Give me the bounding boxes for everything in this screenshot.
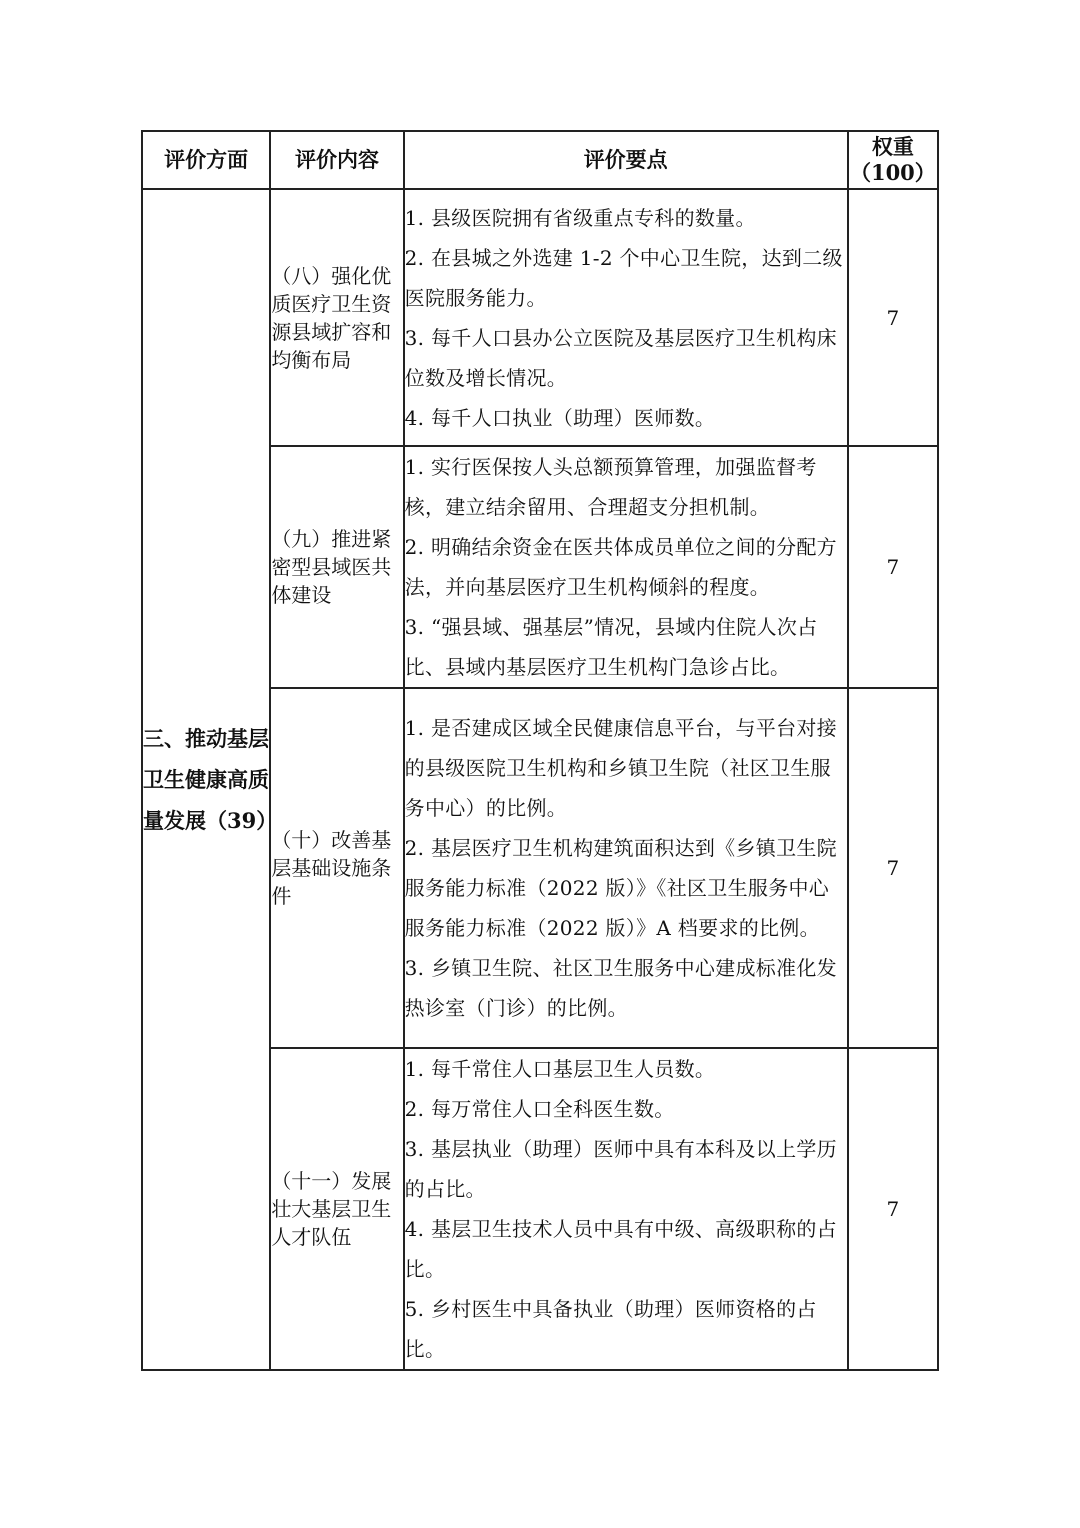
points-cell bbox=[404, 446, 848, 688]
point-item: 2. 明确结余资金在医共体成员单位之间的分配方法，并向基层医疗卫生机构倾斜的程度。 bbox=[404, 535, 837, 599]
table-row bbox=[142, 189, 938, 446]
point-item: 3. 乡镇卫生院、社区卫生服务中心建成标准化发热诊室（门诊）的比例。 bbox=[404, 956, 837, 1020]
points-cell bbox=[404, 688, 848, 1048]
point-item: 3. 基层执业（助理）医师中具有本科及以上学历的占比。 bbox=[404, 1137, 837, 1201]
point-item: 2. 在县城之外选建 1-2 个中心卫生院，达到二级医院服务能力。 bbox=[404, 245, 843, 310]
header-aspect: 评价方面 bbox=[142, 131, 270, 189]
weight-cell: 7 bbox=[848, 688, 938, 1048]
evaluation-table bbox=[141, 130, 939, 1371]
point-item: 4. 基层卫生技术人员中具有中级、高级职称的占比。 bbox=[404, 1217, 837, 1281]
points-cell bbox=[404, 1048, 848, 1370]
point-item: 1. 实行医保按人头总额预算管理，加强监督考核，建立结余留用、合理超支分担机制。 bbox=[404, 455, 817, 519]
section-title: 三、推动基层卫生健康高质量发展（39） bbox=[143, 726, 278, 833]
point-item: 3. 每千人口县办公立医院及基层医疗卫生机构床位数及增长情况。 bbox=[404, 325, 837, 390]
header-content: 评价内容 bbox=[270, 131, 403, 189]
point-item: 1. 县级医院拥有省级重点专科的数量。 bbox=[404, 205, 756, 230]
point-item: 2. 每万常住人口全科医生数。 bbox=[404, 1097, 675, 1121]
content-cell: （十一）发展壮大基层卫生人才队伍 bbox=[270, 1048, 403, 1370]
content-cell: （十）改善基层基础设施条件 bbox=[270, 688, 403, 1048]
section-title-cell bbox=[142, 189, 278, 1370]
header-weight bbox=[848, 131, 938, 189]
points-cell bbox=[404, 189, 848, 446]
table-header-row bbox=[142, 131, 938, 189]
point-item: 1. 是否建成区域全民健康信息平台，与平台对接的县级医院卫生机构和乡镇卫生院（社区卫生服务中心）的比例。 bbox=[404, 716, 837, 820]
point-item: 4. 每千人口执业（助理）医师数。 bbox=[404, 405, 716, 430]
weight-cell: 7 bbox=[848, 189, 938, 446]
weight-cell: 7 bbox=[848, 1048, 938, 1370]
header-weight-total: （100） bbox=[849, 160, 936, 185]
header-points: 评价要点 bbox=[404, 131, 848, 189]
weight-cell: 7 bbox=[848, 446, 938, 688]
point-item: 5. 乡村医生中具备执业（助理）医师资格的占比。 bbox=[404, 1297, 817, 1361]
point-item: 2. 基层医疗卫生机构建筑面积达到《乡镇卫生院服务能力标准（2022 版）》《社区卫生服务中心服务能力标准（2022 版）》A 档要求的比例。 bbox=[404, 836, 837, 940]
point-item: 1. 每千常住人口基层卫生人员数。 bbox=[404, 1057, 716, 1081]
header-weight-label: 权重 bbox=[871, 134, 914, 159]
point-item: 3. “强县域、强基层”情况，县域内住院人次占比、县域内基层医疗卫生机构门急诊占比。 bbox=[404, 615, 818, 679]
content-cell: （八）强化优质医疗卫生资源县域扩容和均衡布局 bbox=[270, 189, 403, 446]
content-cell: （九）推进紧密型县域医共体建设 bbox=[270, 446, 403, 688]
